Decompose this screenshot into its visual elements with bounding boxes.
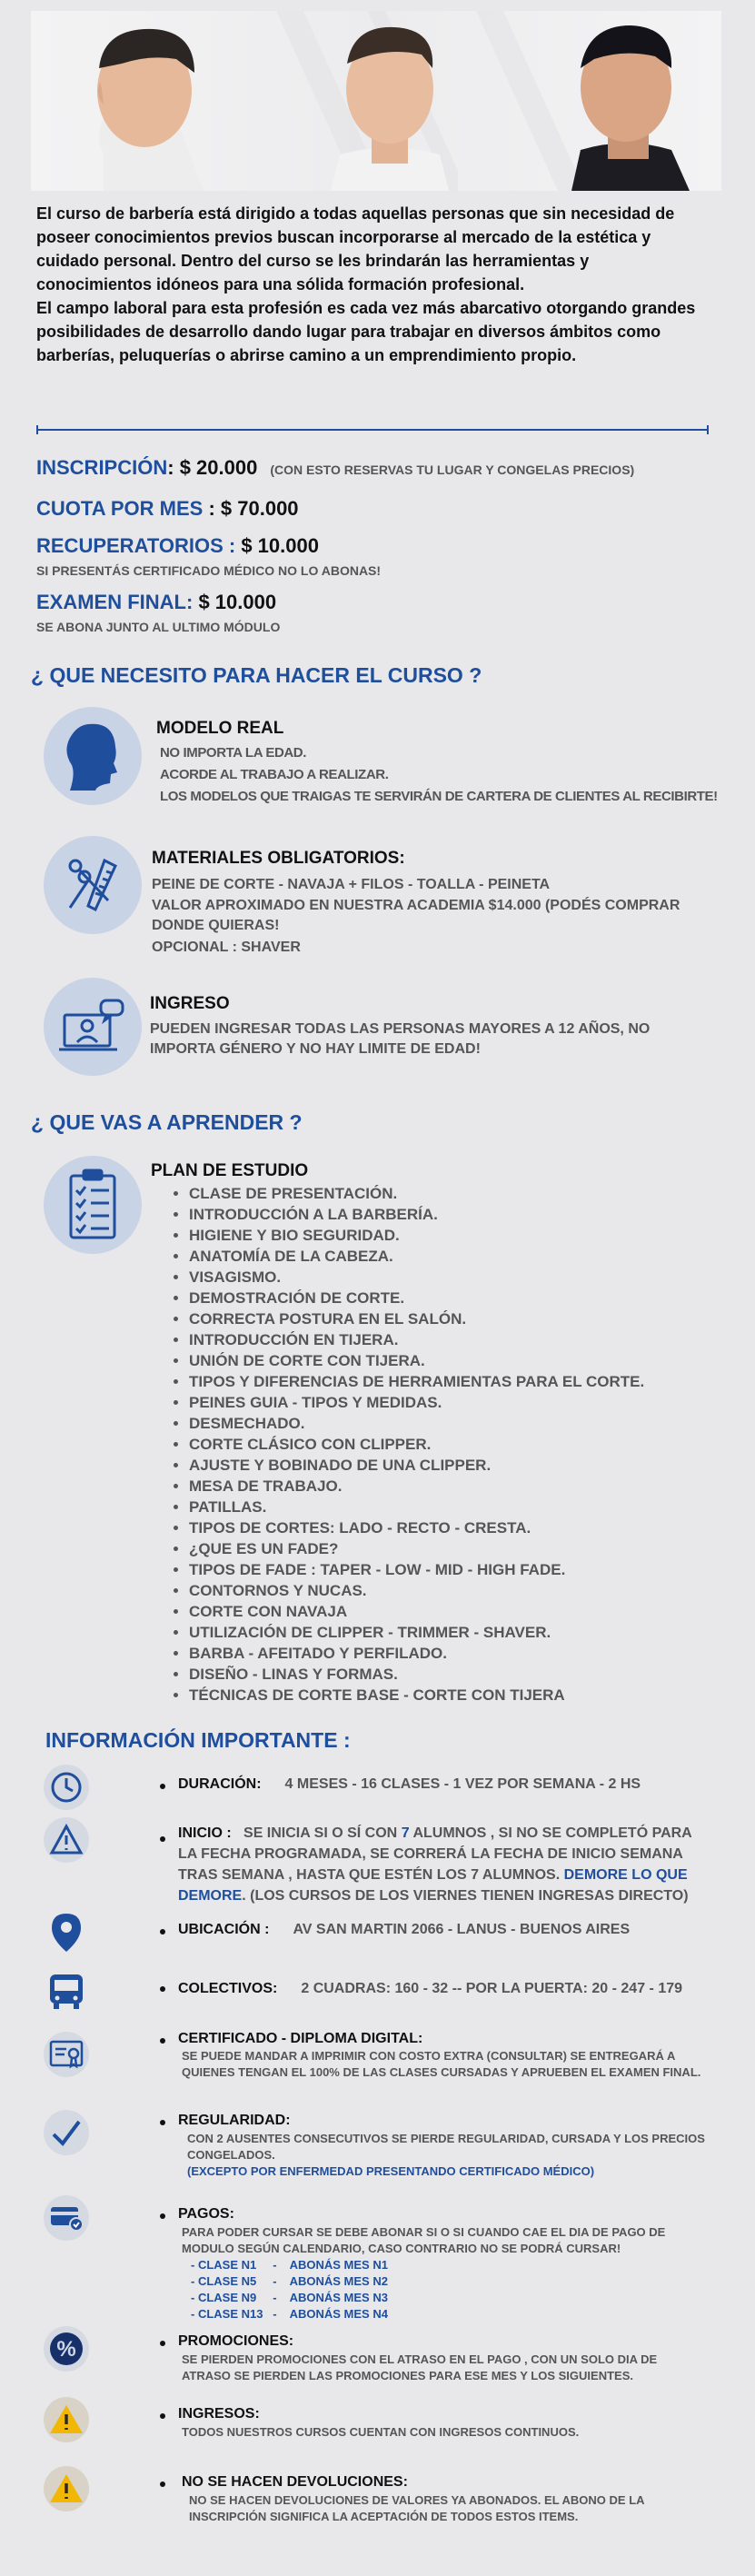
info-label: PROMOCIONES: <box>178 2333 294 2349</box>
intro-text <box>36 202 709 367</box>
model-front-image <box>313 18 467 191</box>
info-value: . (LOS CURSOS DE LOS VIERNES TIENEN INGRESAS DIRECTO) <box>242 1888 689 1904</box>
info-value: 2 CUADRAS: 160 - 32 -- POR LA PUERTA: 20 - 247 - 179 <box>301 1981 683 1996</box>
plan-item: • CLASE DE PRESENTACIÓN. <box>189 1183 644 1204</box>
price-label: CUOTA POR MES <box>36 497 204 520</box>
price-value: : $ 20.000 <box>167 456 258 479</box>
credit-card-icon <box>44 2195 89 2241</box>
price-value: $ 10.000 <box>193 591 277 613</box>
plan-item: • VISAGISMO. <box>189 1267 644 1288</box>
info-label: UBICACIÓN : <box>178 1922 270 1937</box>
requirement-title: INGRESO <box>150 994 230 1013</box>
plan-item: • TIPOS DE CORTES: LADO - RECTO - CRESTA. <box>189 1517 644 1538</box>
price-label: INSCRIPCIÓN <box>36 456 168 479</box>
requirement-line: VALOR APROXIMADO EN NUESTRA ACADEMIA $14.000 (PODÉS COMPRAR DONDE QUIERAS! <box>152 898 680 933</box>
info-label: NO SE HACEN DEVOLUCIONES: <box>182 2474 408 2490</box>
info-ubicacion <box>178 1922 630 1938</box>
price-recuperatorios <box>36 534 319 558</box>
section-heading: ¿ QUE NECESITO PARA HACER EL CURSO ? <box>31 663 482 687</box>
plan-title: PLAN DE ESTUDIO <box>151 1161 309 1180</box>
info-label: REGULARIDAD: <box>178 2113 291 2128</box>
bullet <box>160 2413 165 2419</box>
payment-row: - CLASE N13 - ABONÁS MES N4 <box>191 2307 388 2321</box>
percent-icon <box>44 2326 89 2372</box>
plan-item: • INTRODUCCIÓN EN TIJERA. <box>189 1329 644 1350</box>
scissors-comb-icon <box>44 836 142 934</box>
warning-icon <box>44 1817 89 1863</box>
check-icon <box>44 2110 89 2155</box>
price-cuota <box>36 497 299 521</box>
info-colectivos <box>178 1981 682 1997</box>
plan-item: • INTRODUCCIÓN A LA BARBERÍA. <box>189 1204 644 1225</box>
requirement-line: ACORDE AL TRABAJO A REALIZAR. <box>160 767 389 782</box>
warning-yellow-icon <box>44 2466 89 2511</box>
model-head-icon <box>44 707 142 805</box>
info-value-highlight: 7 <box>401 1825 410 1841</box>
bullet <box>160 1929 165 1934</box>
plan-item: • ANATOMÍA DE LA CABEZA. <box>189 1246 644 1267</box>
checklist-icon <box>44 1156 142 1254</box>
bullet <box>160 1836 165 1842</box>
requirement-line: PEINE DE CORTE - NAVAJA + FILOS - TOALLA - PEINETA <box>152 877 551 892</box>
location-pin-icon <box>44 1910 89 1955</box>
price-examen <box>36 591 276 614</box>
plan-item: • PATILLAS. <box>189 1497 644 1517</box>
svg-text:%: % <box>56 2337 76 2362</box>
intro-paragraph: El campo laboral para esta profesión es cada vez más abarcativo otorgando grandes posibilidades de desarrollo dando lugar para trabajar en diversos ámbitos como barberías, peluquerías o abrirse camino a un emprendimiento propio. <box>36 299 696 364</box>
bullet <box>160 2482 165 2487</box>
plan-item: • CORTE CON NAVAJA <box>189 1601 644 1622</box>
plan-item: • UNIÓN DE CORTE CON TIJERA. <box>189 1350 644 1371</box>
plan-item: • HIGIENE Y BIO SEGURIDAD. <box>189 1225 644 1246</box>
requirement-title: MATERIALES OBLIGATORIOS: <box>152 849 405 868</box>
info-text: SE PUEDE MANDAR A IMPRIMIR CON COSTO EXTRA (CONSULTAR) SE ENTREGARÁ A QUIENES TENGAN EL 100% DE LAS CLASES CURSADAS Y APRUEBEN EL EXAMEN FINAL. <box>182 2049 701 2079</box>
plan-item: • DESMECHADO. <box>189 1413 644 1434</box>
plan-item: • AJUSTE Y BOBINADO DE UNA CLIPPER. <box>189 1455 644 1476</box>
info-value-highlight: DEMORE LO QUE DEMORE <box>178 1867 688 1904</box>
bullet <box>160 2120 165 2125</box>
info-inicio <box>178 1823 705 1906</box>
plan-list <box>189 1183 644 1706</box>
requirement-line: LOS MODELOS QUE TRAIGAS TE SERVIRÁN DE CARTERA DE CLIENTES AL RECIBIRTE! <box>160 789 718 804</box>
model-profile-right-image <box>553 18 708 191</box>
price-label: EXAMEN FINAL: <box>36 591 194 613</box>
plan-item: • ¿QUE ES UN FADE? <box>189 1538 644 1559</box>
plan-item: • TIPOS DE FADE : TAPER - LOW - MID - HIGH FADE. <box>189 1559 644 1580</box>
requirement-line: NO IMPORTA LA EDAD. <box>160 745 307 761</box>
section-heading: INFORMACIÓN IMPORTANTE : <box>45 1728 351 1752</box>
plan-item: • CORRECTA POSTURA EN EL SALÓN. <box>189 1308 644 1329</box>
info-text: SE PIERDEN PROMOCIONES CON EL ATRASO EN EL PAGO , CON UN SOLO DIA DE ATRASO SE PIERDEN LAS PROMOCIONES PARA ESE MES Y LOS SIGUIENTES. <box>182 2352 658 2382</box>
section-heading: ¿ QUE VAS A APRENDER ? <box>31 1110 303 1134</box>
info-text: PARA PODER CURSAR SE DEBE ABONAR SI O SI CUANDO CAE EL DIA DE PAGO DE MODULO SEGÚN CALENDARIO, CASO CONTRARIO NO SE PODRÁ CURSAR! <box>182 2225 666 2255</box>
payment-row: - CLASE N1 - ABONÁS MES N1 <box>191 2258 388 2272</box>
info-label: INICIO : <box>178 1825 232 1841</box>
info-value: SE INICIA SI O SÍ CON <box>243 1825 398 1841</box>
plan-item: • TIPOS Y DIFERENCIAS DE HERRAMIENTAS PARA EL CORTE. <box>189 1371 644 1392</box>
warning-yellow-icon <box>44 2397 89 2442</box>
payment-row: - CLASE N5 - ABONÁS MES N2 <box>191 2274 388 2288</box>
plan-item: • MESA DE TRABAJO. <box>189 1476 644 1497</box>
price-value: : $ 70.000 <box>208 497 299 520</box>
price-note: (CON ESTO RESERVAS TU LUGAR Y CONGELAS PRECIOS) <box>270 462 635 477</box>
plan-item: • BARBA - AFEITADO Y PERFILADO. <box>189 1643 644 1664</box>
plan-item: • DEMOSTRACIÓN DE CORTE. <box>189 1288 644 1308</box>
bullet <box>160 2213 165 2219</box>
intro-paragraph: El curso de barbería está dirigido a todas aquellas personas que sin necesidad de poseer conocimientos previos buscan incorporarse al mercado de la estética y cuidado personal. Dentro del curso se les brindarán las herramientas y conocimientos idóneos para una sólida formación profesional. <box>36 204 675 293</box>
info-text: NO SE HACEN DEVOLUCIONES DE VALORES YA ABONADOS. EL ABONO DE LA INSCRIPCIÓN SIGNIFICA LA ACEPTACIÓN DE TODOS ESTOS ITEMS. <box>189 2493 645 2523</box>
info-label: INGRESOS: <box>178 2406 260 2422</box>
section-divider <box>36 429 709 431</box>
info-note: (EXCEPTO POR ENFERMEDAD PRESENTANDO CERTIFICADO MÉDICO) <box>187 2164 595 2178</box>
info-text: CON 2 AUSENTES CONSECUTIVOS SE PIERDE REGULARIDAD, CURSADA Y LOS PRECIOS CONGELADOS. <box>187 2132 705 2162</box>
bullet <box>160 2341 165 2346</box>
clock-icon <box>44 1765 89 1810</box>
price-inscripcion <box>36 456 634 480</box>
info-duracion <box>178 1776 641 1793</box>
info-text: TODOS NUESTROS CURSOS CUENTAN CON INGRESOS CONTINUOS. <box>182 2425 580 2439</box>
price-note: SI PRESENTÁS CERTIFICADO MÉDICO NO LO ABONAS! <box>36 563 382 578</box>
certificate-icon <box>44 2032 89 2077</box>
bullet <box>160 1986 165 1992</box>
bullet <box>160 1784 165 1789</box>
hero-banner <box>31 11 721 191</box>
info-value: ALUMNOS , SI NO SE COMPLETÓ PARA LA FECHA PROGRAMADA, SE CORRERÁ LA FECHA DE INICIO SEMANA TRAS SEMANA , HASTA QUE ESTÉN LOS 7 ALUMNOS. <box>178 1825 692 1883</box>
info-label: PAGOS: <box>178 2206 234 2222</box>
plan-item: • TÉCNICAS DE CORTE BASE - CORTE CON TIJERA <box>189 1685 644 1706</box>
info-label: CERTIFICADO - DIPLOMA DIGITAL: <box>178 2031 423 2046</box>
info-label: DURACIÓN: <box>178 1776 262 1792</box>
requirement-line: PUEDEN INGRESAR TODAS LAS PERSONAS MAYORES A 12 AÑOS, NO IMPORTA GÉNERO Y NO HAY LIMITE DE EDAD! <box>150 1021 651 1057</box>
plan-item: • PEINES GUIA - TIPOS Y MEDIDAS. <box>189 1392 644 1413</box>
plan-item: • CORTE CLÁSICO CON CLIPPER. <box>189 1434 644 1455</box>
info-label: COLECTIVOS: <box>178 1981 278 1996</box>
plan-item: • DISEÑO - LINAS Y FORMAS. <box>189 1664 644 1685</box>
payment-schedule <box>191 2257 718 2322</box>
model-profile-left-image <box>67 18 222 191</box>
plan-item: • UTILIZACIÓN DE CLIPPER - TRIMMER - SHAVER. <box>189 1622 644 1643</box>
price-note: SE ABONA JUNTO AL ULTIMO MÓDULO <box>36 620 281 634</box>
payment-row: - CLASE N9 - ABONÁS MES N3 <box>191 2291 388 2304</box>
online-user-icon <box>44 978 142 1076</box>
requirement-title: MODELO REAL <box>156 719 284 738</box>
bullet <box>160 2038 165 2044</box>
plan-item: • CONTORNOS Y NUCAS. <box>189 1580 644 1601</box>
requirement-line: OPCIONAL : SHAVER <box>152 940 301 955</box>
info-value: 4 MESES - 16 CLASES - 1 VEZ POR SEMANA - 2 HS <box>284 1776 641 1792</box>
price-label: RECUPERATORIOS : <box>36 534 236 557</box>
info-value: AV SAN MARTIN 2066 - LANUS - BUENOS AIRES <box>293 1922 631 1937</box>
price-value: $ 10.000 <box>235 534 319 557</box>
bus-icon <box>44 1968 89 2014</box>
